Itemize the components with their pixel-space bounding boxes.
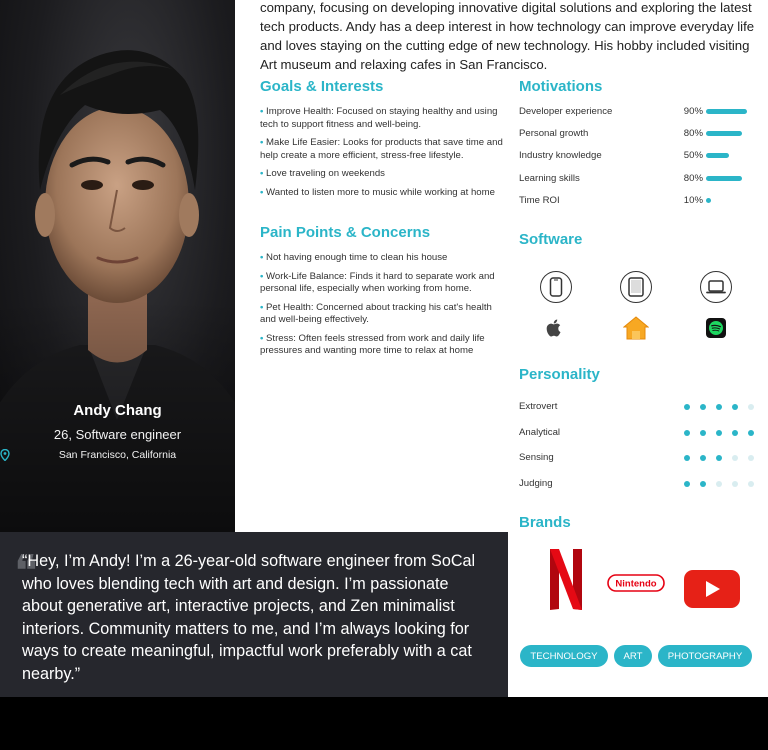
personality-row — [519, 427, 764, 441]
phone-icon — [540, 271, 572, 303]
rating-dot — [716, 430, 722, 436]
apple-icon — [546, 318, 564, 338]
svg-text:Nintendo: Nintendo — [615, 578, 657, 590]
trait-rating — [684, 481, 754, 487]
trait-label: Analytical — [519, 427, 561, 438]
list-item: • Make Life Easier: Looks for products that save time and help create a more efficient, stress-free lifestyle. — [260, 137, 503, 161]
trait-label: Extrovert — [519, 401, 558, 412]
rating-dot — [716, 481, 722, 487]
trait-rating — [684, 430, 754, 436]
rating-dot — [748, 481, 754, 487]
youtube-logo — [684, 570, 740, 608]
rating-dot — [748, 430, 754, 436]
motivation-bar — [706, 176, 742, 181]
motivation-row — [519, 106, 759, 120]
nintendo-logo — [607, 574, 665, 592]
laptop-icon — [700, 271, 732, 303]
trait-rating — [684, 455, 754, 461]
location-pin-icon — [0, 449, 10, 461]
personality-heading: Personality — [519, 366, 600, 383]
motivation-label: Time ROI — [519, 195, 560, 206]
list-item: • Wanted to listen more to music while working at home — [260, 186, 495, 198]
personality-row — [519, 401, 764, 415]
motivation-label: Developer experience — [519, 106, 613, 117]
persona-photo — [0, 0, 235, 532]
motivation-label: Personal growth — [519, 128, 589, 139]
motivation-row — [519, 128, 759, 142]
quote-text: “Hey, I’m Andy! I’m a 26-year-old software engineer from SoCal who loves blending tech with art and design. I’m passionate about generative art, interactive projects, and Zen minimalist interiors. Community matters to me, and I’m always looking for ways to create meaningful, impactful work preferably with a cat nearby.” — [22, 552, 476, 683]
motivation-percent: 50% — [683, 150, 703, 161]
rating-dot — [700, 430, 706, 436]
rating-dot — [732, 481, 738, 487]
rating-dot — [684, 404, 690, 410]
goals-list — [260, 106, 508, 205]
tag-art[interactable]: ART — [614, 645, 652, 667]
motivation-percent: 10% — [683, 195, 703, 206]
persona-details — [235, 0, 768, 532]
rating-dot — [748, 404, 754, 410]
motivation-row — [519, 173, 759, 187]
personality-row — [519, 452, 764, 466]
rating-dot — [684, 455, 690, 461]
quote-mark-icon: ❝ — [14, 546, 38, 597]
list-item: • Pet Health: Concerned about tracking his cat's health and well-being effectively. — [260, 301, 492, 325]
pain-points-heading: Pain Points & Concerns — [260, 224, 431, 241]
list-item: • Not having enough time to clean his house — [260, 252, 448, 263]
motivation-bar — [706, 198, 711, 203]
motivation-row — [519, 195, 759, 209]
location-text: San Francisco, California — [58, 449, 177, 461]
motivation-bar — [706, 153, 729, 158]
rating-dot — [716, 404, 722, 410]
tag-photography[interactable]: PHOTOGRAPHY — [658, 645, 752, 667]
spotify-icon — [706, 318, 726, 338]
brands-heading: Brands — [519, 514, 571, 531]
persona-name: Andy Chang — [73, 402, 162, 419]
rating-dot — [700, 455, 706, 461]
motivation-label: Learning skills — [519, 173, 580, 184]
rating-dot — [700, 481, 706, 487]
persona-location — [0, 449, 235, 461]
motivation-bar — [706, 109, 747, 114]
personality-row — [519, 478, 764, 492]
motivation-percent: 80% — [683, 128, 703, 139]
trait-rating — [684, 404, 754, 410]
list-item: • Love traveling on weekends — [260, 168, 385, 179]
rating-dot — [748, 455, 754, 461]
bio-text: company, focusing on developing innovative digital solutions and exploring the latest tech products. Andy has a deep interest in how technology can improve everyday life and loves staying on the cutting edge of new technology. His hobby included visiting Art museum and relaxing cafes in San Francisco. — [260, 0, 755, 72]
list-item: • Stress: Often feels stressed from work and daily life pressures and wanting more time to relax at home — [260, 332, 485, 356]
list-item: • Work-Life Balance: Finds it hard to separate work and personal life, especially when working from home. — [260, 270, 495, 294]
rating-dot — [732, 430, 738, 436]
rating-dot — [684, 430, 690, 436]
trait-label: Sensing — [519, 452, 554, 463]
rating-dot — [700, 404, 706, 410]
motivation-percent: 90% — [683, 106, 703, 117]
rating-dot — [684, 481, 690, 487]
motivation-label: Industry knowledge — [519, 150, 602, 161]
trait-label: Judging — [519, 478, 553, 489]
rating-dot — [732, 404, 738, 410]
motivation-bar — [706, 131, 742, 136]
rating-dot — [732, 455, 738, 461]
tag-technology[interactable]: TECHNOLOGY — [520, 645, 608, 667]
netflix-logo — [548, 548, 584, 610]
goals-heading: Goals & Interests — [260, 78, 384, 95]
rating-dot — [716, 455, 722, 461]
persona-age-role: 26, Software engineer — [53, 427, 182, 442]
pain-points-list — [260, 252, 508, 364]
tablet-icon — [620, 271, 652, 303]
brands-panel — [508, 532, 768, 697]
motivations-heading: Motivations — [519, 78, 603, 95]
motivation-row — [519, 150, 759, 164]
home-icon — [623, 316, 649, 340]
motivation-percent: 80% — [683, 173, 703, 184]
software-heading: Software — [519, 231, 583, 248]
list-item: • Improve Health: Focused on staying healthy and using tech to support fitness and well-being. — [260, 106, 498, 130]
persona-quote — [0, 532, 508, 697]
